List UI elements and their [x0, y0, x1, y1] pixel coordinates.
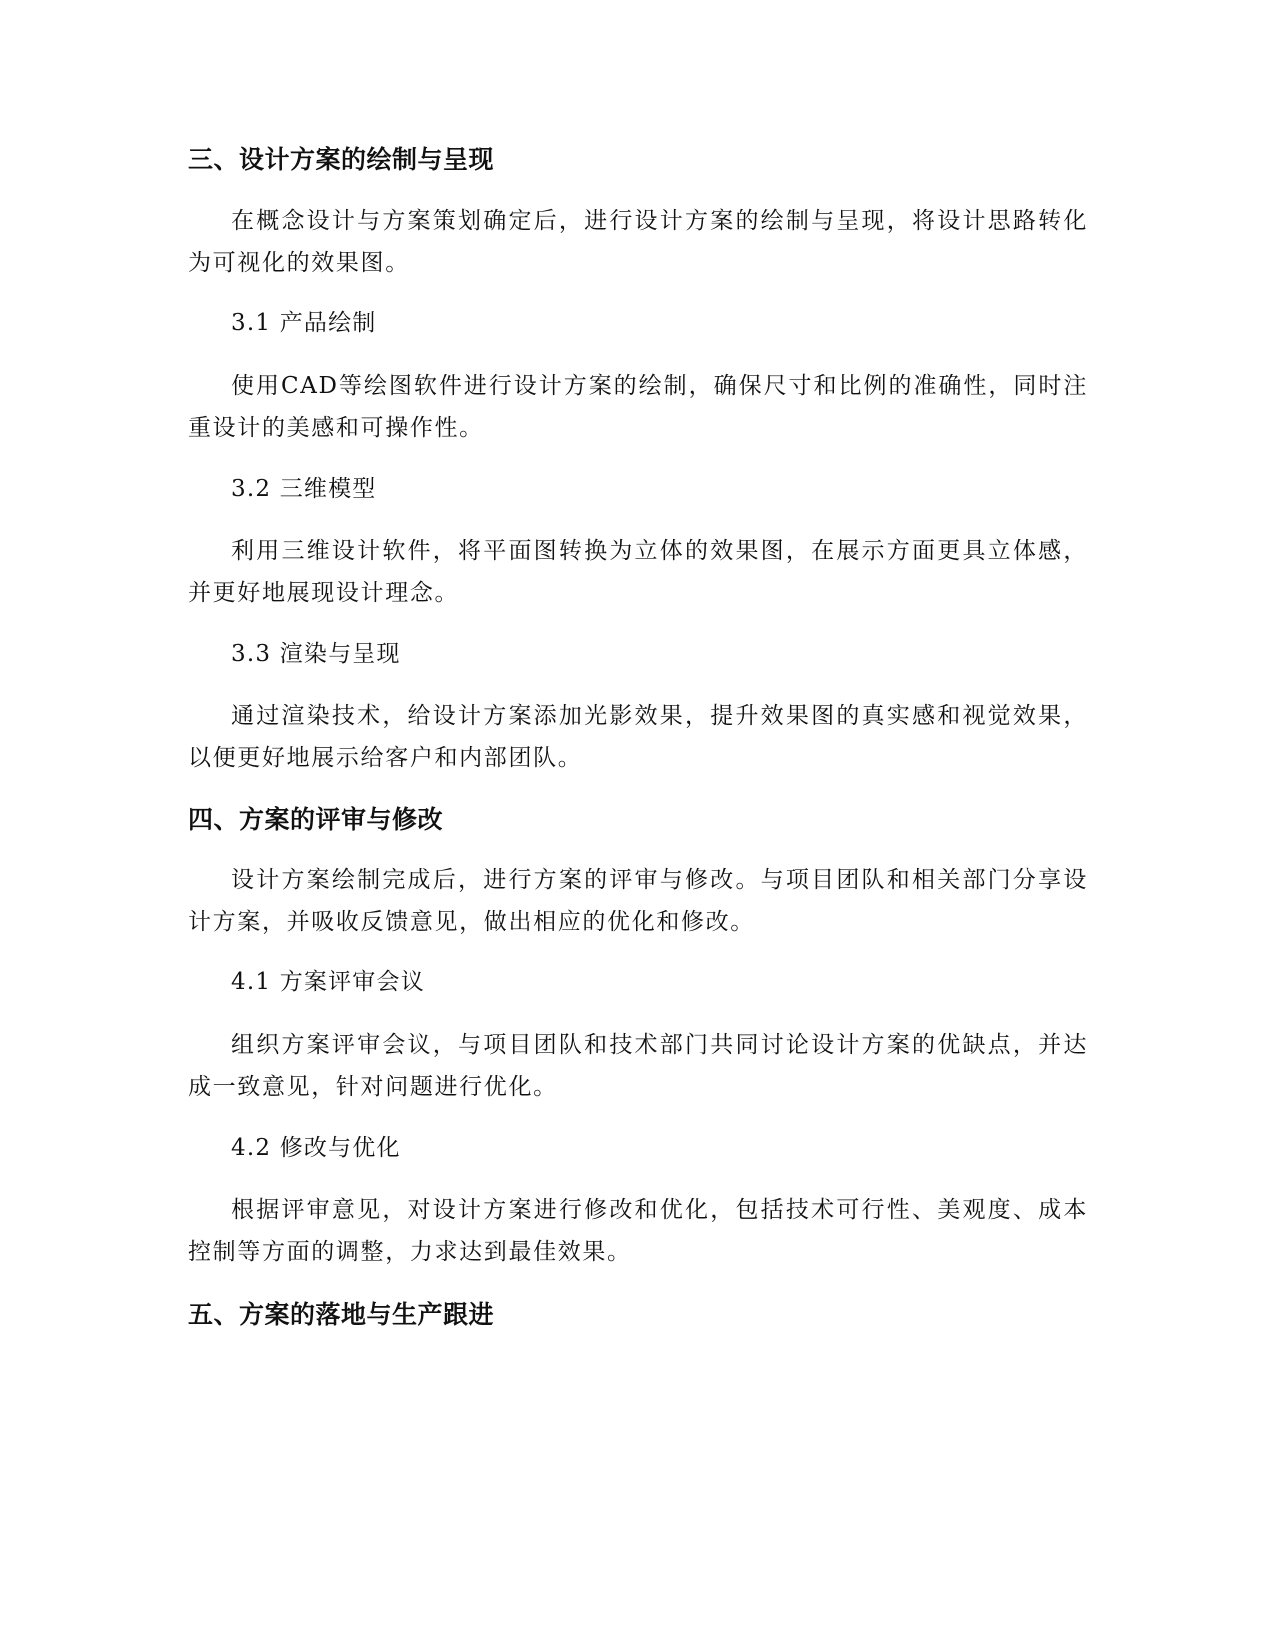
section-heading-4: 四、方案的评审与修改: [188, 805, 444, 834]
subsection-3-1-text: 使用CAD等绘图软件进行设计方案的绘制，确保尺寸和比例的准确性，同时注重设计的美感和可操作性。: [188, 373, 1088, 441]
subsection-3-3-text: 通过渲染技术，给设计方案添加光影效果，提升效果图的真实感和视觉效果，以便更好地展示给客户和内部团队。: [188, 703, 1088, 771]
subsection-title-4-1: 4.1 方案评审会议: [231, 969, 425, 995]
section-heading-5: 五、方案的落地与生产跟进: [188, 1300, 495, 1329]
subsection-3-2-text: 利用三维设计软件，将平面图转换为立体的效果图，在展示方面更具立体感，并更好地展现设计理念。: [188, 538, 1088, 606]
section-4-intro: 设计方案绘制完成后，进行方案的评审与修改。与项目团队和相关部门分享设计方案，并吸收反馈意见，做出相应的优化和修改。: [188, 867, 1088, 935]
subsection-4-1-text: 组织方案评审会议，与项目团队和技术部门共同讨论设计方案的优缺点，并达成一致意见，针对问题进行优化。: [188, 1032, 1088, 1100]
section-heading-3: 三、设计方案的绘制与呈现: [188, 145, 495, 174]
subsection-4-2-text: 根据评审意见，对设计方案进行修改和优化，包括技术可行性、美观度、成本控制等方面的调整，力求达到最佳效果。: [188, 1197, 1088, 1265]
subsection-title-3-3: 3.3 渲染与呈现: [231, 641, 401, 667]
section-3-intro: 在概念设计与方案策划确定后，进行设计方案的绘制与呈现，将设计思路转化为可视化的效果图。: [188, 208, 1088, 276]
subsection-title-4-2: 4.2 修改与优化: [231, 1135, 401, 1161]
subsection-title-3-2: 3.2 三维模型: [231, 476, 377, 502]
subsection-title-3-1: 3.1 产品绘制: [231, 310, 377, 336]
